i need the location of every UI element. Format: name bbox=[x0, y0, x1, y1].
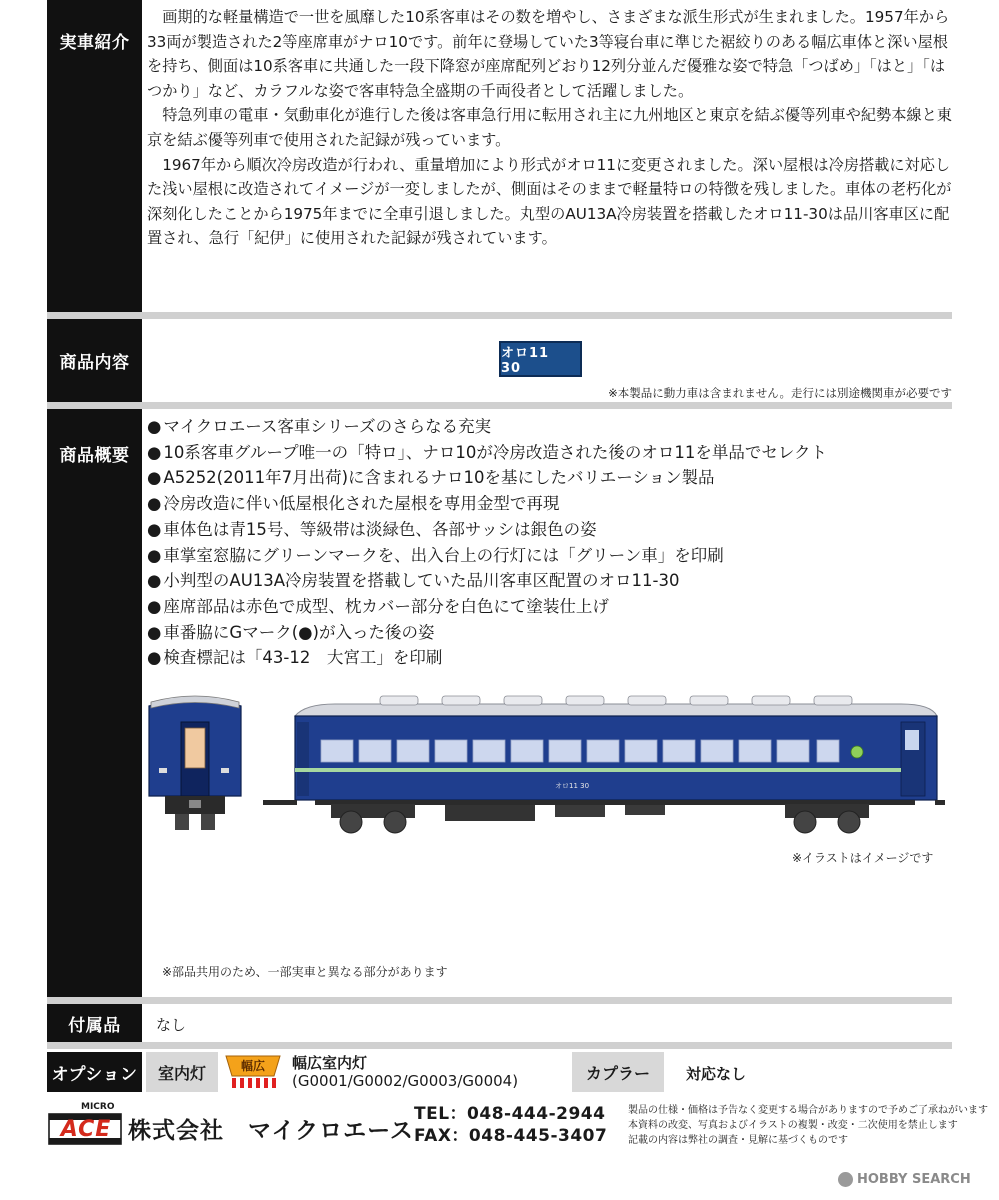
interior-light-label: 室内灯 bbox=[146, 1052, 218, 1092]
microace-logo bbox=[47, 1102, 123, 1146]
list-item: ● 車番脇にGマーク(●)が入った後の姿 bbox=[147, 620, 952, 646]
intro-paragraph-2: 特急列車の電車・気動車化が進行した後は客車急行用に転用され主に九州地区と東京を結ぶ優等列車や紀勢本線と東京を結ぶ優等列車で使用された記録が残っています。 bbox=[147, 106, 952, 149]
car-windows bbox=[321, 740, 839, 762]
list-item: ● A5252(2011年7月出荷)に含まれるナロ10を基にしたバリエーション製品 bbox=[147, 465, 952, 491]
car-number-badge: オロ11 30 bbox=[499, 341, 582, 377]
car-number-text: オロ11 30 bbox=[555, 782, 590, 790]
intro-text bbox=[147, 5, 955, 251]
list-item: ● 座席部品は赤色で成型、枕カバー部分を白色にて塗装仕上げ bbox=[147, 594, 952, 620]
wide-badge-text: 幅広 bbox=[240, 1059, 265, 1073]
legal-note: 記載の内容は弊社の調査・見解に基づくものです bbox=[628, 1135, 848, 1146]
list-item: ● 10系客車グループ唯一の「特ロ」、ナロ10が冷房改造された後のオロ11を単品でセレクト bbox=[147, 440, 952, 466]
bogie-front bbox=[331, 804, 415, 833]
list-item: ● 車掌室窓脇にグリーンマークを、出入台上の行灯には「グリーン車」を印刷 bbox=[147, 543, 952, 569]
logo-top-text: MICRO bbox=[81, 1102, 115, 1112]
overview-list bbox=[147, 414, 952, 671]
bogie-rear bbox=[785, 804, 869, 833]
list-item: ● 車体色は青15号、等級帯は淡緑色、各部サッシは銀色の姿 bbox=[147, 517, 952, 543]
light-name: 幅広室内灯 bbox=[292, 1054, 368, 1072]
hobbysearch-logo-icon bbox=[838, 1172, 853, 1187]
fax-number: FAX：048-445-3407 bbox=[414, 1126, 608, 1146]
coupler-value: 対応なし bbox=[686, 1065, 747, 1083]
intro-paragraph-3: 1967年から順次冷房改造が行われ、重量増加により形式がオロ11に変更されました。深い屋根は冷房搭載に対応した浅い屋根に改造されてイメージが一変しましたが、側面はそのままで軽量特ロの特徴を残しました。車体の老朽化が深刻化したことから1975年までに全車引退しました。丸型のAU13A冷房装置を搭載したオロ11-30は品川客車区に配置され、急行「紀伊」に使用された記録が残されています。 bbox=[147, 155, 952, 248]
light-codes: (G0001/G0002/G0003/G0004) bbox=[292, 1072, 519, 1090]
legal-note: 製品の仕様・価格は予告なく変更する場合がありますので予めご了承ねがいます bbox=[628, 1105, 988, 1116]
intro-paragraph-1: 画期的な軽量構造で一世を風靡した10系客車はその数を増やし、さまざまな派生形式が生まれました。1957年から33両が製造された2等座席車がナロ10です。前年に登場していた3等寝台車に準じた裾絞りのある幅広車体と深い屋根を持ち、側面は10系客車に共通した一段下降窓が座席配列どおり12列分並んだ優雅な姿で特急「つばめ」「はと」「はつかり」など、カラフルな姿で客車特急全盛期の千両役者として活躍しました。 bbox=[147, 8, 950, 100]
train-car-svg bbox=[145, 688, 945, 848]
list-item: ● 小判型のAU13A冷房装置を搭載していた品川客車区配置のオロ11-30 bbox=[147, 568, 952, 594]
car-side-view bbox=[263, 696, 945, 833]
overview-label: 商品概要 bbox=[47, 409, 142, 997]
illustration-note: ※イラストはイメージです bbox=[792, 851, 934, 865]
list-item: ● マイクロエース客車シリーズのさらなる充実 bbox=[147, 414, 952, 440]
logo-main-text: ACE bbox=[60, 1117, 112, 1142]
green-mark-icon bbox=[851, 746, 863, 758]
legal-notes bbox=[628, 1103, 988, 1148]
list-item: ● 冷房改造に伴い低屋根化された屋根を専用金型で再現 bbox=[147, 491, 952, 517]
accessory-value: なし bbox=[156, 1016, 187, 1034]
watermark bbox=[838, 1172, 971, 1187]
tel-number: TEL：048-444-2944 bbox=[414, 1104, 606, 1124]
contents-note: ※本製品に動力車は含まれません。走行には別途機関車が必要です bbox=[608, 386, 952, 400]
wide-light-badge-icon bbox=[222, 1054, 284, 1090]
divider bbox=[47, 312, 952, 319]
car-end-view bbox=[149, 696, 241, 830]
coupler-label: カプラー bbox=[572, 1052, 664, 1092]
class-stripe bbox=[295, 768, 901, 772]
divider bbox=[47, 402, 952, 409]
parts-note: ※部品共用のため、一部実車と異なる部分があります bbox=[162, 965, 448, 979]
option-label: オプション bbox=[47, 1052, 142, 1092]
company-name: 株式会社 マイクロエース bbox=[128, 1118, 414, 1144]
contact-block bbox=[414, 1103, 607, 1147]
watermark-text: HOBBY SEARCH bbox=[857, 1172, 971, 1187]
train-illustration bbox=[145, 688, 945, 852]
list-item: ● 検査標記は「43-12 大宮工」を印刷 bbox=[147, 645, 952, 671]
contents-label: 商品内容 bbox=[47, 319, 142, 402]
accessory-label: 付属品 bbox=[47, 1004, 142, 1042]
intro-label: 実車紹介 bbox=[47, 0, 142, 312]
divider bbox=[47, 1042, 952, 1049]
divider bbox=[47, 997, 952, 1004]
legal-note: 本資料の改変、写真およびイラストの複製・改変・二次使用を禁止します bbox=[628, 1120, 958, 1131]
